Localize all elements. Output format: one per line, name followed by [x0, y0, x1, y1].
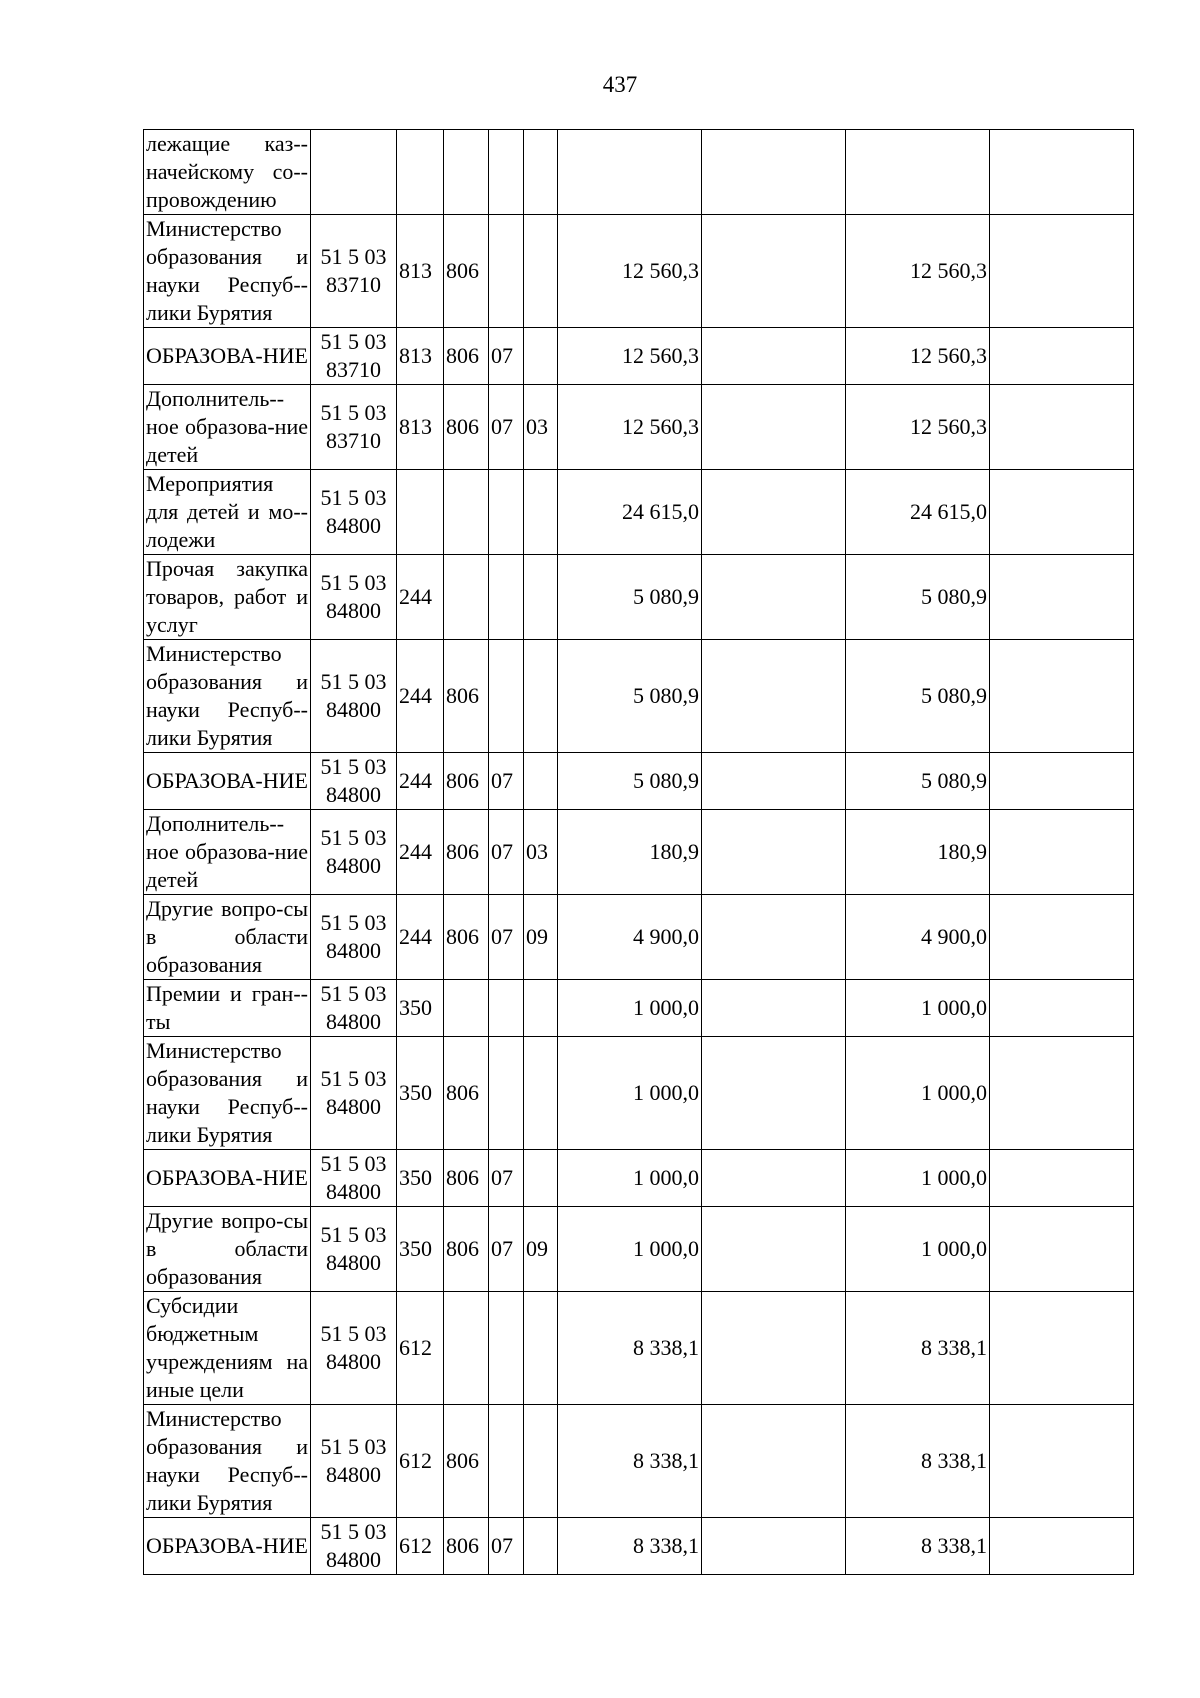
table-row [144, 215, 1134, 328]
cell-expense-type [397, 130, 444, 215]
cell-amount-1: 1 000,0 [558, 980, 702, 1037]
cell-expense-type: 813 [397, 385, 444, 470]
cell-amount-2 [702, 385, 846, 470]
cell-target-article [311, 130, 397, 215]
cell-section: 07 [489, 1150, 524, 1207]
cell-section: 07 [489, 753, 524, 810]
cell-amount-4 [990, 1037, 1134, 1150]
budget-table [143, 129, 1134, 1575]
cell-target-article: 51 5 03 84800 [311, 1405, 397, 1518]
cell-administrator: 806 [444, 1518, 489, 1575]
cell-administrator [444, 470, 489, 555]
cell-name: ОБРАЗОВА-НИЕ [144, 1150, 311, 1207]
cell-name: ОБРАЗОВА-НИЕ [144, 753, 311, 810]
table-row [144, 1518, 1134, 1575]
cell-target-article: 51 5 03 84800 [311, 1037, 397, 1150]
cell-target-article: 51 5 03 84800 [311, 1150, 397, 1207]
cell-amount-2 [702, 1037, 846, 1150]
cell-amount-3: 8 338,1 [846, 1292, 990, 1405]
cell-amount-3 [846, 130, 990, 215]
cell-amount-1: 8 338,1 [558, 1405, 702, 1518]
cell-target-article: 51 5 03 84800 [311, 470, 397, 555]
cell-name: ОБРАЗОВА-НИЕ [144, 328, 311, 385]
cell-amount-3: 5 080,9 [846, 753, 990, 810]
cell-amount-2 [702, 810, 846, 895]
cell-name: лежащие каз-начейскому со-провождению [144, 130, 311, 215]
cell-expense-type: 612 [397, 1518, 444, 1575]
cell-amount-1: 4 900,0 [558, 895, 702, 980]
table-row [144, 1150, 1134, 1207]
cell-administrator: 806 [444, 1207, 489, 1292]
cell-amount-2 [702, 130, 846, 215]
cell-section: 07 [489, 1518, 524, 1575]
cell-section [489, 470, 524, 555]
table-row [144, 1292, 1134, 1405]
cell-expense-type [397, 470, 444, 555]
cell-amount-2 [702, 1207, 846, 1292]
table-row [144, 1207, 1134, 1292]
cell-subsection [524, 328, 558, 385]
cell-subsection [524, 1150, 558, 1207]
cell-amount-1: 1 000,0 [558, 1150, 702, 1207]
cell-subsection [524, 555, 558, 640]
cell-amount-3: 1 000,0 [846, 1150, 990, 1207]
cell-name: Мероприятия для детей и мо-лодежи [144, 470, 311, 555]
cell-amount-4 [990, 640, 1134, 753]
cell-administrator: 806 [444, 1037, 489, 1150]
cell-amount-1 [558, 130, 702, 215]
cell-name: Министерство образования и науки Респуб-лики Бурятия [144, 215, 311, 328]
cell-target-article: 51 5 03 84800 [311, 1207, 397, 1292]
cell-target-article: 51 5 03 83710 [311, 328, 397, 385]
cell-expense-type: 244 [397, 753, 444, 810]
cell-expense-type: 813 [397, 328, 444, 385]
cell-name: Министерство образования и науки Респуб-лики Бурятия [144, 640, 311, 753]
cell-amount-2 [702, 1518, 846, 1575]
cell-amount-2 [702, 555, 846, 640]
cell-amount-2 [702, 215, 846, 328]
cell-expense-type: 350 [397, 1207, 444, 1292]
cell-amount-1: 1 000,0 [558, 1037, 702, 1150]
cell-amount-1: 8 338,1 [558, 1292, 702, 1405]
cell-subsection [524, 1405, 558, 1518]
cell-administrator [444, 130, 489, 215]
cell-administrator: 806 [444, 385, 489, 470]
cell-amount-4 [990, 385, 1134, 470]
cell-name: Дополнитель-ное образова-ние детей [144, 385, 311, 470]
cell-target-article: 51 5 03 84800 [311, 640, 397, 753]
table-row [144, 1037, 1134, 1150]
cell-target-article: 51 5 03 84800 [311, 555, 397, 640]
table-row [144, 810, 1134, 895]
cell-amount-3: 5 080,9 [846, 640, 990, 753]
cell-section [489, 130, 524, 215]
cell-amount-1: 24 615,0 [558, 470, 702, 555]
cell-subsection: 09 [524, 895, 558, 980]
cell-amount-2 [702, 640, 846, 753]
cell-expense-type: 244 [397, 555, 444, 640]
cell-expense-type: 244 [397, 810, 444, 895]
cell-subsection [524, 1037, 558, 1150]
cell-subsection: 03 [524, 810, 558, 895]
cell-name: Министерство образования и науки Респуб-лики Бурятия [144, 1405, 311, 1518]
cell-subsection: 03 [524, 385, 558, 470]
cell-amount-4 [990, 1405, 1134, 1518]
cell-amount-3: 12 560,3 [846, 328, 990, 385]
cell-section [489, 640, 524, 753]
cell-amount-1: 12 560,3 [558, 215, 702, 328]
cell-name: Субсидии бюджетным учреждениям на иные цели [144, 1292, 311, 1405]
cell-section: 07 [489, 328, 524, 385]
cell-administrator [444, 555, 489, 640]
cell-name: ОБРАЗОВА-НИЕ [144, 1518, 311, 1575]
table-row [144, 895, 1134, 980]
cell-amount-3: 180,9 [846, 810, 990, 895]
cell-section: 07 [489, 810, 524, 895]
cell-amount-4 [990, 215, 1134, 328]
table-row [144, 980, 1134, 1037]
table-row [144, 328, 1134, 385]
cell-subsection [524, 980, 558, 1037]
table-row [144, 1405, 1134, 1518]
cell-subsection [524, 470, 558, 555]
cell-amount-1: 12 560,3 [558, 385, 702, 470]
cell-name: Прочая закупка товаров, работ и услуг [144, 555, 311, 640]
cell-amount-3: 1 000,0 [846, 980, 990, 1037]
cell-expense-type: 612 [397, 1292, 444, 1405]
cell-administrator: 806 [444, 895, 489, 980]
cell-amount-4 [990, 130, 1134, 215]
table-row [144, 555, 1134, 640]
cell-administrator: 806 [444, 328, 489, 385]
cell-target-article: 51 5 03 84800 [311, 810, 397, 895]
cell-name: Другие вопро-сы в области образования [144, 895, 311, 980]
page-number: 437 [602, 72, 638, 97]
cell-amount-4 [990, 1150, 1134, 1207]
cell-section [489, 215, 524, 328]
cell-target-article: 51 5 03 83710 [311, 215, 397, 328]
cell-amount-2 [702, 753, 846, 810]
cell-expense-type: 244 [397, 895, 444, 980]
cell-amount-3: 1 000,0 [846, 1037, 990, 1150]
cell-amount-1: 180,9 [558, 810, 702, 895]
cell-section [489, 1292, 524, 1405]
table-row [144, 385, 1134, 470]
cell-amount-2 [702, 1292, 846, 1405]
cell-administrator: 806 [444, 1405, 489, 1518]
cell-amount-3: 12 560,3 [846, 385, 990, 470]
cell-section [489, 1037, 524, 1150]
cell-administrator: 806 [444, 1150, 489, 1207]
table-body [144, 130, 1134, 1575]
cell-target-article: 51 5 03 84800 [311, 1292, 397, 1405]
cell-subsection: 09 [524, 1207, 558, 1292]
cell-amount-2 [702, 1405, 846, 1518]
cell-amount-2 [702, 895, 846, 980]
cell-expense-type: 612 [397, 1405, 444, 1518]
cell-amount-4 [990, 810, 1134, 895]
cell-target-article: 51 5 03 84800 [311, 980, 397, 1037]
table-row [144, 470, 1134, 555]
cell-subsection [524, 130, 558, 215]
cell-amount-4 [990, 470, 1134, 555]
cell-administrator: 806 [444, 753, 489, 810]
cell-amount-4 [990, 895, 1134, 980]
cell-amount-3: 4 900,0 [846, 895, 990, 980]
cell-amount-4 [990, 1207, 1134, 1292]
cell-amount-2 [702, 980, 846, 1037]
cell-amount-4 [990, 753, 1134, 810]
cell-name: Другие вопро-сы в области образования [144, 1207, 311, 1292]
cell-target-article: 51 5 03 84800 [311, 1518, 397, 1575]
table-row [144, 753, 1134, 810]
cell-expense-type: 244 [397, 640, 444, 753]
cell-amount-4 [990, 1292, 1134, 1405]
cell-amount-1: 1 000,0 [558, 1207, 702, 1292]
cell-section [489, 555, 524, 640]
cell-section [489, 980, 524, 1037]
table-row [144, 130, 1134, 215]
cell-amount-4 [990, 328, 1134, 385]
cell-amount-1: 8 338,1 [558, 1518, 702, 1575]
cell-expense-type: 350 [397, 1037, 444, 1150]
cell-name: Дополнитель-ное образова-ние детей [144, 810, 311, 895]
cell-amount-3: 1 000,0 [846, 1207, 990, 1292]
cell-target-article: 51 5 03 84800 [311, 895, 397, 980]
cell-expense-type: 350 [397, 980, 444, 1037]
cell-amount-1: 5 080,9 [558, 640, 702, 753]
cell-target-article: 51 5 03 83710 [311, 385, 397, 470]
cell-section: 07 [489, 1207, 524, 1292]
table-row [144, 640, 1134, 753]
cell-subsection [524, 215, 558, 328]
cell-expense-type: 350 [397, 1150, 444, 1207]
cell-name: Министерство образования и науки Респуб-лики Бурятия [144, 1037, 311, 1150]
cell-section [489, 1405, 524, 1518]
cell-name: Премии и гран-ты [144, 980, 311, 1037]
cell-amount-3: 8 338,1 [846, 1405, 990, 1518]
cell-amount-4 [990, 555, 1134, 640]
cell-amount-3: 12 560,3 [846, 215, 990, 328]
cell-amount-1: 12 560,3 [558, 328, 702, 385]
cell-amount-2 [702, 1150, 846, 1207]
cell-amount-1: 5 080,9 [558, 555, 702, 640]
cell-administrator [444, 1292, 489, 1405]
cell-amount-1: 5 080,9 [558, 753, 702, 810]
cell-amount-4 [990, 980, 1134, 1037]
cell-expense-type: 813 [397, 215, 444, 328]
cell-amount-4 [990, 1518, 1134, 1575]
cell-amount-2 [702, 328, 846, 385]
cell-amount-3: 5 080,9 [846, 555, 990, 640]
cell-section: 07 [489, 385, 524, 470]
cell-amount-3: 8 338,1 [846, 1518, 990, 1575]
cell-administrator: 806 [444, 810, 489, 895]
cell-administrator: 806 [444, 215, 489, 328]
cell-subsection [524, 1292, 558, 1405]
cell-subsection [524, 640, 558, 753]
cell-administrator [444, 980, 489, 1037]
cell-amount-3: 24 615,0 [846, 470, 990, 555]
cell-section: 07 [489, 895, 524, 980]
cell-subsection [524, 1518, 558, 1575]
cell-amount-2 [702, 470, 846, 555]
cell-target-article: 51 5 03 84800 [311, 753, 397, 810]
cell-administrator: 806 [444, 640, 489, 753]
cell-subsection [524, 753, 558, 810]
